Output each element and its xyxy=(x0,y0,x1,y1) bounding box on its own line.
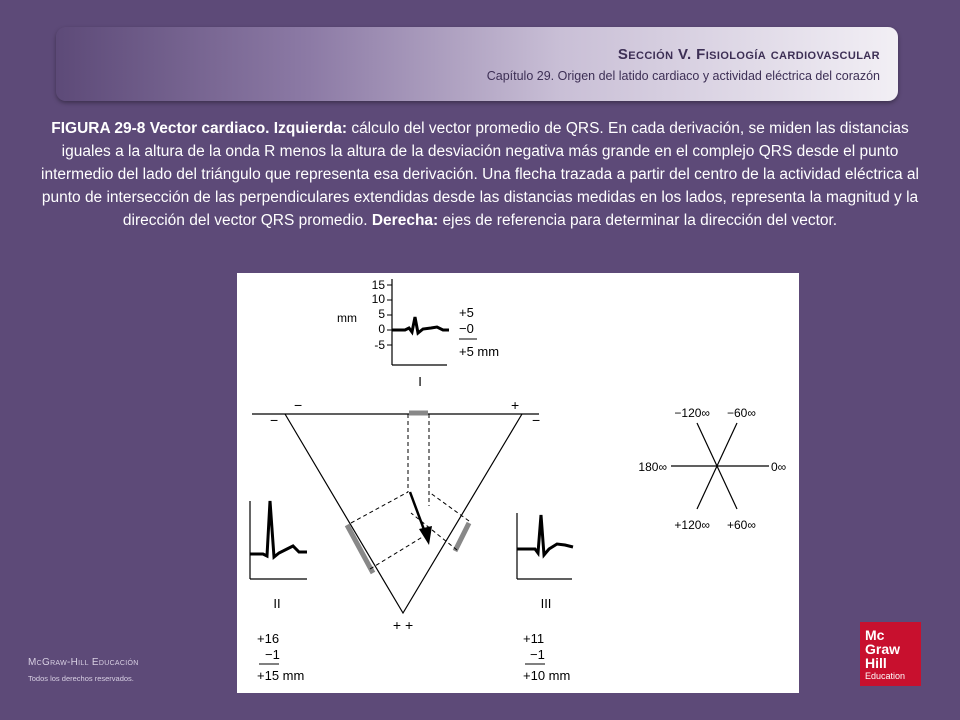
scale-tick-0: 0 xyxy=(378,322,385,336)
caption-lead: FIGURA 29-8 Vector cardiaco. xyxy=(51,120,270,137)
scale-tick-minus5: -5 xyxy=(374,338,385,352)
lead-i-result: +5 mm xyxy=(459,344,500,359)
triangle-sides xyxy=(285,414,522,613)
sign-bottom: + + xyxy=(392,617,414,633)
lead-i-name: I xyxy=(418,374,422,389)
mm-label: mm xyxy=(337,311,357,325)
header-band xyxy=(56,27,898,101)
lead-iii-ecg-trace xyxy=(517,515,573,555)
rights-notice: Todos los derechos reservados. xyxy=(28,674,134,683)
axis-label-0: 0∞ xyxy=(771,460,787,474)
lead-iii-neg: −1 xyxy=(530,647,545,662)
lead-i-neg: −0 xyxy=(459,321,474,336)
chapter-subtitle: Capítulo 29. Origen del latido cardiaco y actividad eléctrica del corazón xyxy=(486,69,880,83)
sign-top-left: − xyxy=(294,397,303,413)
logo-line-3: Hill xyxy=(865,655,887,671)
scale-tick-5: 5 xyxy=(378,307,385,321)
section-title: Sección V. Fisiología cardiovascular xyxy=(617,46,880,63)
lead-iii-name: III xyxy=(540,596,552,611)
mcgraw-hill-logo xyxy=(860,622,921,686)
publisher-name: McGraw-Hill Educación xyxy=(28,657,139,668)
caption-left-text: cálculo del vector promedio de QRS. En cada derivación, se miden las distancias iguales a la altura de la onda R menos la altura de la desviación negativa más grande en el complejo QRS desde el punto intermedio del lado del triángulo que representa esa derivación. Una flecha trazada a partir del centro de la actividad eléctrica al punto de intersección de las perpendiculares extendidas desde las distancias medidas en los lados, representa la magnitud y la dirección del vector QRS promedio. xyxy=(41,120,919,229)
caption-left-label: Izquierda: xyxy=(273,120,347,137)
cardiac-vector-figure xyxy=(237,273,799,693)
axis-label-minus60: −60∞ xyxy=(727,406,756,420)
qrs-vector-arrowhead xyxy=(419,526,432,545)
sign-left-side: − xyxy=(270,412,279,428)
caption-right-text: ejes de referencia para determinar la dirección del vector. xyxy=(442,212,838,229)
figure-panel xyxy=(237,273,799,693)
lead-ii-r: +16 xyxy=(257,631,280,646)
lead-i-r: +5 xyxy=(459,305,474,320)
sign-right-side: − xyxy=(532,412,541,428)
lead-iii-measure-segment xyxy=(455,523,469,551)
lead-ii-result: +15 mm xyxy=(257,668,305,683)
perpendicular-lines xyxy=(351,414,469,569)
scale-tick-15: 15 xyxy=(371,278,385,292)
lead-iii-r: +11 xyxy=(523,631,545,646)
lead-ii-ecg-trace xyxy=(250,501,307,557)
caption-right-label: Derecha: xyxy=(371,212,439,229)
lead-ii-measure-segment xyxy=(347,525,373,573)
lead-ii-neg: −1 xyxy=(265,647,280,662)
axis-label-plus60: +60∞ xyxy=(727,518,756,532)
axis-label-180: 180∞ xyxy=(638,460,667,474)
logo-line-1: Mc xyxy=(865,627,885,643)
axis-label-minus120: −120∞ xyxy=(674,406,710,420)
sign-top-right: + xyxy=(511,397,520,413)
lead-ii-name: II xyxy=(273,596,281,611)
figure-caption xyxy=(40,117,920,232)
logo-line-4: Education xyxy=(865,671,906,681)
scale-tick-10: 10 xyxy=(371,292,385,306)
lead-i-ecg-trace xyxy=(392,317,449,333)
axis-label-plus120: +120∞ xyxy=(674,518,710,532)
logo-line-2: Graw xyxy=(865,641,901,657)
lead-iii-result: +10 mm xyxy=(523,668,571,683)
